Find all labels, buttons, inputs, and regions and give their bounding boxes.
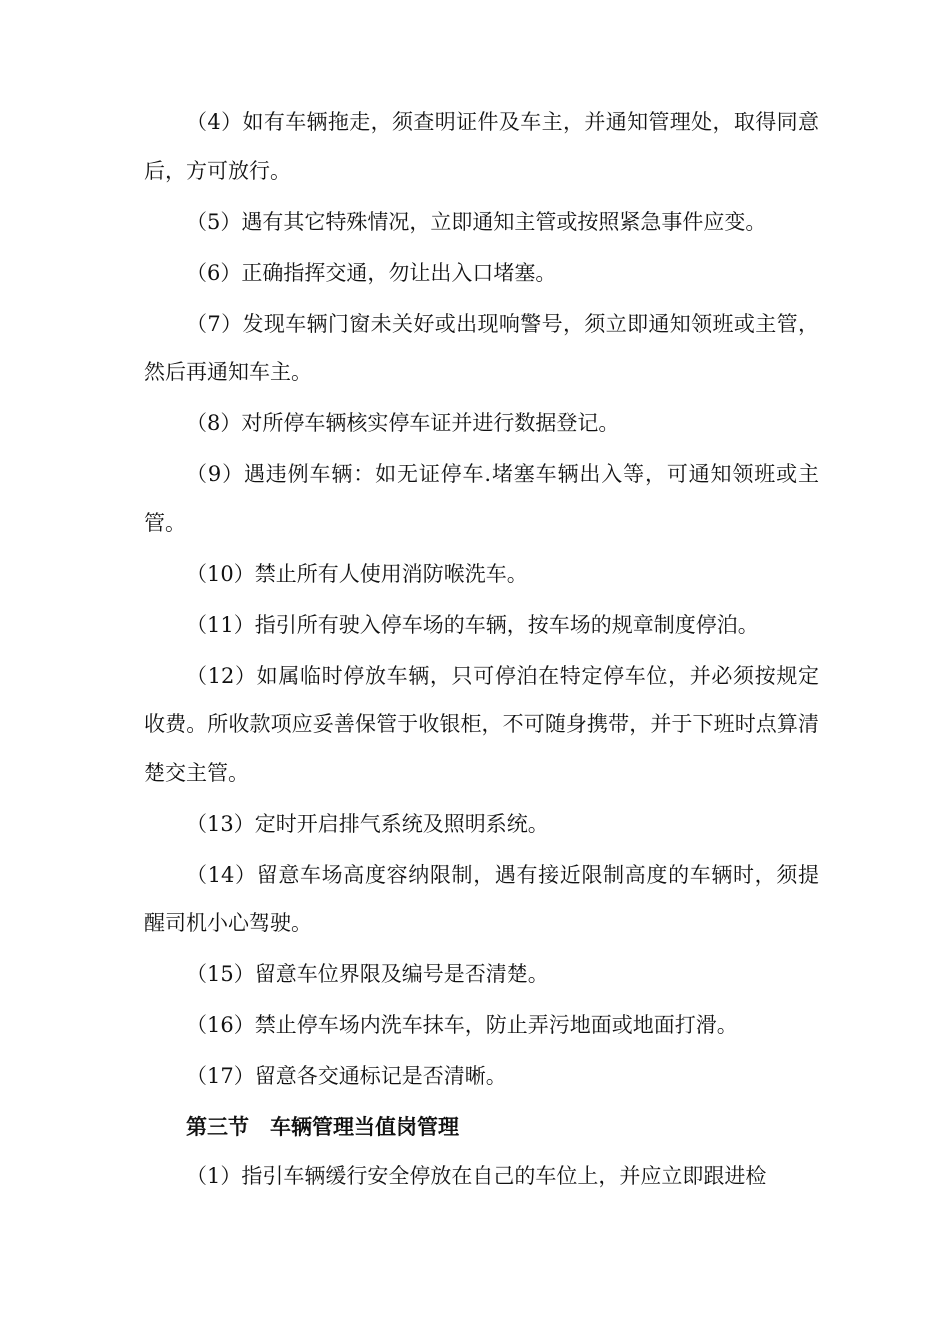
rule-item-12: （12）如属临时停放车辆，只可停泊在特定停车位，并必须按规定收费。所收款项应妥善保管于收银柜，不可随身携带，并于下班时点算清楚交主管。 [144, 663, 819, 785]
rule-item-17: （17）留意各交通标记是否清晰。 [186, 1064, 507, 1088]
rule-item-5: （5）遇有其它特殊情况，立即通知主管或按照紧急事件应变。 [186, 209, 767, 234]
rule-item-16: （16）禁止停车场内洗车抹车，防止弄污地面或地面打滑。 [186, 1013, 738, 1037]
rule-item-10: （10）禁止所有人使用消防喉洗车。 [186, 561, 528, 586]
rule-item-4: （4）如有车辆拖走，须查明证件及车主，并通知管理处，取得同意后，方可放行。 [144, 110, 819, 183]
document-body [144, 98, 819, 1203]
rule-item-8: （8）对所停车辆核实停车证并进行数据登记。 [186, 411, 620, 435]
rule-item-11: （11）指引所有驶入停车场的车辆，按车场的规章制度停泊。 [186, 612, 759, 637]
section-heading: 第三节 车辆管理当值岗管理 [186, 1115, 459, 1139]
rule-item-7: （7）发现车辆门窗未关好或出现响警号，须立即通知领班或主管，然后再通知车主。 [144, 311, 819, 384]
rule-item-14: （14）留意车场高度容纳限制，遇有接近限制高度的车辆时，须提醒司机小心驾驶。 [144, 862, 819, 935]
section-rule-item-1: （1）指引车辆缓行安全停放在自己的车位上，并应立即跟进检 [186, 1164, 767, 1188]
rule-item-9: （9）遇违例车辆：如无证停车.堵塞车辆出入等，可通知领班或主管。 [144, 462, 819, 535]
rule-item-13: （13）定时开启排气系统及照明系统。 [186, 811, 549, 836]
rule-item-15: （15）留意车位界限及编号是否清楚。 [186, 962, 549, 986]
rule-item-6: （6）正确指挥交通，勿让出入口堵塞。 [186, 260, 557, 285]
